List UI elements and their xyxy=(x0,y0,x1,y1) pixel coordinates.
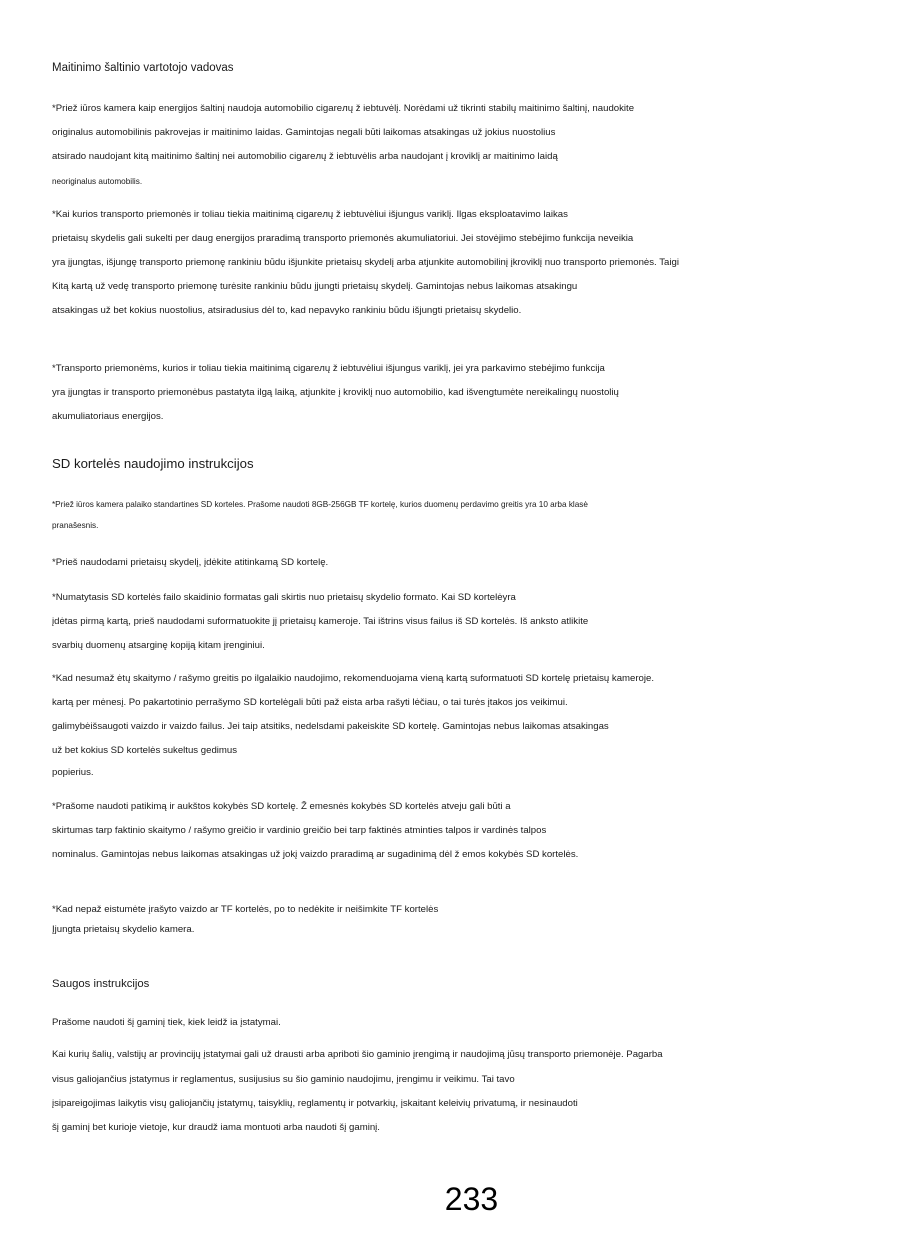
paragraph-line: atsakingas už bet kokius nuostolius, atsiradusius dėl to, kad nepavyko rankiniu būdu išjungti prietaisų skydelio. xyxy=(52,305,522,316)
paragraph-line: už bet kokius SD kortelės sukeltus gedimus xyxy=(52,745,238,756)
paragraph-line: svarbių duomenų atsarginę kopiją kitam įrenginiui. xyxy=(52,640,265,651)
paragraph-line: yra įjungtas ir transporto priemonėbus pastatyta ilgą laiką, atjunkite į kroviklį nuo automobilio, kad išvengtumėte nereikalingų nuostolių xyxy=(52,387,619,398)
paragraph-line: *Priež iūros kamera palaiko standartines SD korteles. Prašome naudoti 8GB-256GB TF kortelę, kurios duomenų perdavimo greitis yra 10 arba klasė xyxy=(52,500,588,509)
paragraph-line: Prašome naudoti šį gaminį tiek, kiek leidž ia įstatymai. xyxy=(52,1017,281,1028)
paragraph-line: šį gaminį bet kurioje vietoje, kur draudž iama montuoti arba naudoti šį gaminį. xyxy=(52,1122,380,1133)
paragraph-line: *Transporto priemonėms, kurios ir toliau tiekia maitinimą cigareлų ž iebtuvėliui išjungus variklį, jei yra parkavimo stebėjimo funkcija xyxy=(52,363,605,374)
paragraph-line: *Kad nepaž eistumėte įrašyto vaizdo ar TF kortelės, po to nedėkite ir neišimkite TF kortelės xyxy=(52,904,439,915)
paragraph-line: originalus automobilinis pakrovejas ir maitinimo laidas. Gamintojas negali būti laikomas atsakingas už jokius nuostolius xyxy=(52,127,556,138)
paragraph-line: galimybėišsaugoti vaizdo ir vaizdo failus. Jei taip atsitiks, nedelsdami pakeiskite SD kortelę. Gamintojas nebus laikomas atsakingas xyxy=(52,721,609,732)
paragraph-line: *Prašome naudoti patikimą ir aukštos kokybės SD kortelę. Ž emesnės kokybės SD kortelės atveju gali būti a xyxy=(52,801,511,812)
paragraph-line: atsirado naudojant kitą maitinimo šaltinį nei automobilio cigareлų ž iebtuvėlis arba naudojant į kroviklį ar maitinimo laidą xyxy=(52,151,558,162)
paragraph-line: nominalus. Gamintojas nebus laikomas atsakingas už jokį vaizdo praradimą ar sugadinimą dėl ž emos kokybės SD kortelės. xyxy=(52,849,579,860)
paragraph-line: įdėtas pirmą kartą, prieš naudodami suformatuokite jį prietaisų kameroje. Tai ištrins visus failus iš SD kortelės. Iš anksto atlikite xyxy=(52,616,589,627)
section-title-safety: Saugos instrukcijos xyxy=(52,978,150,990)
paragraph-line: prietaisų skydelis gali sukelti per daug energijos praradimą transporto priemonės akumuliatoriui. Jei stovėjimo stebėjimo funkcija neveikia xyxy=(52,233,634,244)
paragraph-line: *Priež iūros kamera kaip energijos šaltinį naudoja automobilio cigareлų ž iebtuvėlį. Norėdami už tikrinti stabilų maitinimo šaltinį, naudokite xyxy=(52,103,635,114)
section-title-sd-card: SD kortelės naudojimo instrukcijos xyxy=(52,456,254,471)
paragraph-line: yra įjungtas, išjungę transporto priemonę rankiniu būdu išjunkite prietaisų skydelį arba atjunkite automobilinį įkroviklį nuo transporto priemonės. Taigi xyxy=(52,257,679,268)
paragraph-line: pranašesnis. xyxy=(52,521,99,530)
paragraph-line: *Prieš naudodami prietaisų skydelį, įdėkite atitinkamą SD kortelę. xyxy=(52,557,329,568)
paragraph-line: akumuliatoriaus energijos. xyxy=(52,411,164,422)
paragraph-line: skirtumas tarp faktinio skaitymo / rašymo greičio ir vardinio greičio bei tarp faktinės atminties talpos ir vardinės talpos xyxy=(52,825,547,836)
paragraph-line: visus galiojančius įstatymus ir reglamentus, susijusius su šio gaminio naudojimu, įrengimu ir veikimu. Tai tavo xyxy=(52,1074,515,1085)
paragraph-line: *Kad nesumaž ėtų skaitymo / rašymo greitis po ilgalaikio naudojimo, rekomenduojama vieną kartą suformatuoti SD kortelę prietaisų kameroje. xyxy=(52,673,655,684)
paragraph-line: Įjungta prietaisų skydelio kamera. xyxy=(52,924,195,935)
paragraph-line: kartą per mėnesį. Po pakartotinio perrašymo SD kortelėgali būti paž eista arba rašyti lėčiau, o tai turės įtakos jos veikimui. xyxy=(52,697,568,708)
paragraph-line: Kai kurių šalių, valstijų ar provincijų įstatymai gali už drausti arba apriboti šio gaminio įrengimą ir naudojimą jūsų transporto priemonėje. Pagarba xyxy=(52,1049,663,1060)
page-number: 233 xyxy=(444,1181,499,1217)
paragraph-line: popierius. xyxy=(52,767,94,778)
paragraph-line: įsipareigojimas laikytis visų galiojančių įstatymų, taisyklių, reglamentų ir potvarkių, įskaitant keleivių privatumą, ir nesinaudoti xyxy=(52,1098,578,1109)
section-title-power-supply: Maitinimo šaltinio vartotojo vadovas xyxy=(52,62,234,74)
paragraph-line: neoriginalus automobilis. xyxy=(52,177,143,186)
paragraph-line: Kitą kartą už vedę transporto priemonę turėsite rankiniu būdu įjungti prietaisų skydelį. Gamintojas nebus laikomas atsakingu xyxy=(52,281,578,292)
paragraph-line: *Numatytasis SD kortelės failo skaidinio formatas gali skirtis nuo prietaisų skydelio formato. Kai SD kortelėyra xyxy=(52,592,516,603)
paragraph-line: *Kai kurios transporto priemonės ir toliau tiekia maitinimą cigareлų ž iebtuvėliui išjungus variklį. Ilgas eksploatavimo laikas xyxy=(52,209,568,220)
